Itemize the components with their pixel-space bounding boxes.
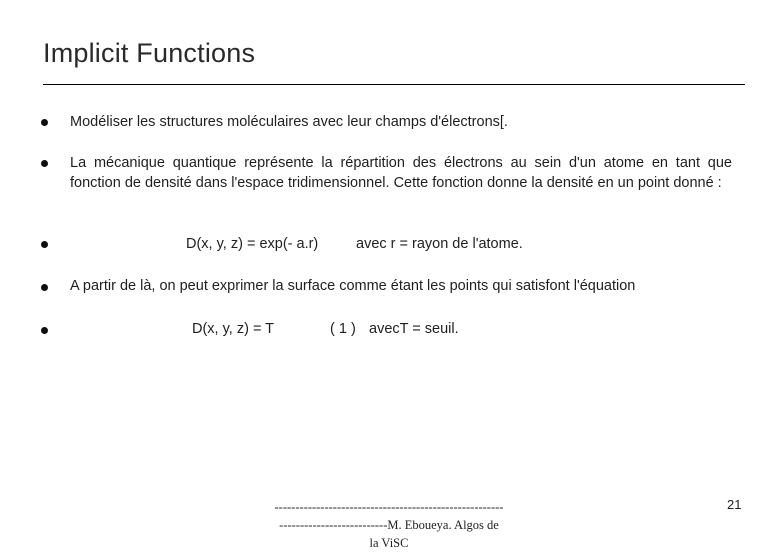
formula-surface: D(x, y, z) = T — [192, 321, 275, 337]
slide-title: Implicit Functions — [43, 38, 256, 68]
footer-line-1: ------------------------------------------------------- — [274, 500, 504, 514]
formula-note-radius: avec r = rayon de l'atome. — [356, 236, 523, 252]
bullet-dot — [41, 160, 48, 167]
formula-note-threshold: avecT = seuil. — [369, 321, 459, 337]
formula-density: D(x, y, z) = exp(- a.r) — [186, 236, 319, 252]
footer-line-2: --------------------------M. Eboueya. Algos de — [279, 518, 499, 532]
slide-footer — [258, 498, 520, 550]
equation-number: ( 1 ) — [330, 321, 356, 337]
bullet-text-2: La mécanique quantique représente la répartition des électrons au sein d'un atome en tant que fonction de densité dans l'espace tridimensionnel. Cette fonction donne la densité en un point donné : — [70, 155, 732, 191]
bullet-text-4: A partir de là, on peut exprimer la surface comme étant les points qui satisfont l'équation — [70, 278, 636, 294]
bullet-dot — [41, 241, 48, 248]
bullet-text-1: Modéliser les structures moléculaires avec leur champs d'électrons[. — [70, 114, 508, 130]
title-divider — [43, 84, 745, 85]
bullet-dot — [41, 284, 48, 291]
footer-line-3: la ViSC — [369, 536, 409, 550]
bullet-dot — [41, 327, 48, 334]
bullet-dot — [41, 119, 48, 126]
page-number: 21 — [727, 497, 742, 512]
